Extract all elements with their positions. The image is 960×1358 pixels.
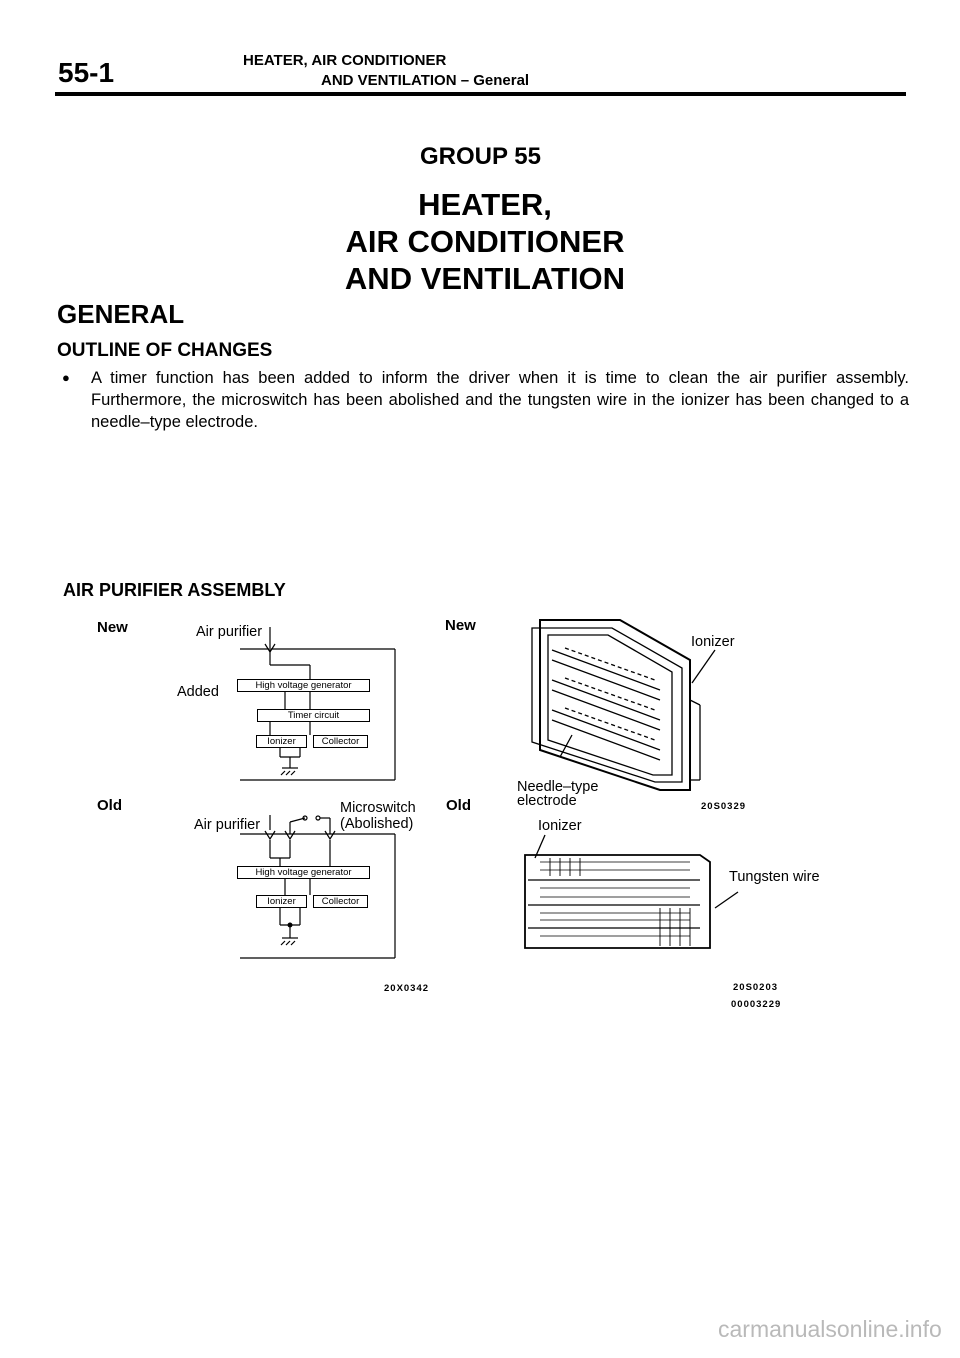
- bullet-icon: ●: [62, 370, 70, 385]
- circuit-added-label: Added: [177, 684, 219, 700]
- needle-electrode-label-line2: electrode: [517, 793, 577, 809]
- tungsten-wire-label: Tungsten wire: [729, 869, 820, 885]
- timer-circuit-box: Timer circuit: [257, 709, 370, 722]
- outline-paragraph: A timer function has been added to inform the driver when it is time to clean the air purifier assembly. Furthermore, the microswitch has been abolished and the tungsten wire in the ionizer has been changed to a needle–type electrode.: [91, 369, 909, 431]
- old-collector-box: Collector: [313, 895, 368, 908]
- chapter-title-line1: HEATER,: [418, 187, 552, 222]
- needle-electrode-label-line1: Needle–type: [517, 779, 599, 795]
- new-collector-box: Collector: [313, 735, 368, 748]
- new-high-voltage-generator-box: High voltage generator: [237, 679, 370, 692]
- circuit-new-label: New: [97, 619, 128, 636]
- watermark: carmanualsonline.info: [718, 1316, 942, 1342]
- section-title-line2: AND VENTILATION – General: [321, 72, 530, 89]
- section-title-line1: HEATER, AIR CONDITIONER: [243, 52, 447, 69]
- microswitch-label: Microswitch: [340, 800, 416, 816]
- page-number: 55-1: [58, 57, 115, 88]
- microswitch-abolished-label: (Abolished): [340, 816, 414, 832]
- document-code: 00003229: [731, 999, 782, 1010]
- air-purifier-heading: AIR PURIFIER ASSEMBLY: [63, 580, 286, 600]
- old-ionizer-figure-code: 20S0203: [733, 982, 779, 993]
- old-ionizer-label: Ionizer: [538, 818, 582, 834]
- old-ionizer-box: Ionizer: [256, 895, 307, 908]
- circuit-old-label: Old: [97, 797, 122, 814]
- general-heading: GENERAL: [57, 299, 185, 329]
- circuit-old-air-purifier-label: Air purifier: [194, 817, 261, 833]
- chapter-title-line2: AIR CONDITIONER: [345, 224, 625, 259]
- outline-heading: OUTLINE OF CHANGES: [57, 340, 273, 361]
- circuit-figure-code: 20X0342: [384, 983, 430, 994]
- ionizer-callout-label: Ionizer: [691, 634, 735, 650]
- circuit-new-air-purifier-label: Air purifier: [196, 624, 263, 640]
- ionizer-old-label: Old: [446, 797, 471, 814]
- chapter-title-line3: AND VENTILATION: [344, 261, 626, 296]
- new-ionizer-box: Ionizer: [256, 735, 307, 748]
- ionizer-new-label: New: [445, 617, 476, 634]
- old-high-voltage-generator-box: High voltage generator: [237, 866, 370, 879]
- group-label: GROUP 55: [420, 143, 541, 170]
- new-ionizer-figure-code: 20S0329: [701, 801, 747, 812]
